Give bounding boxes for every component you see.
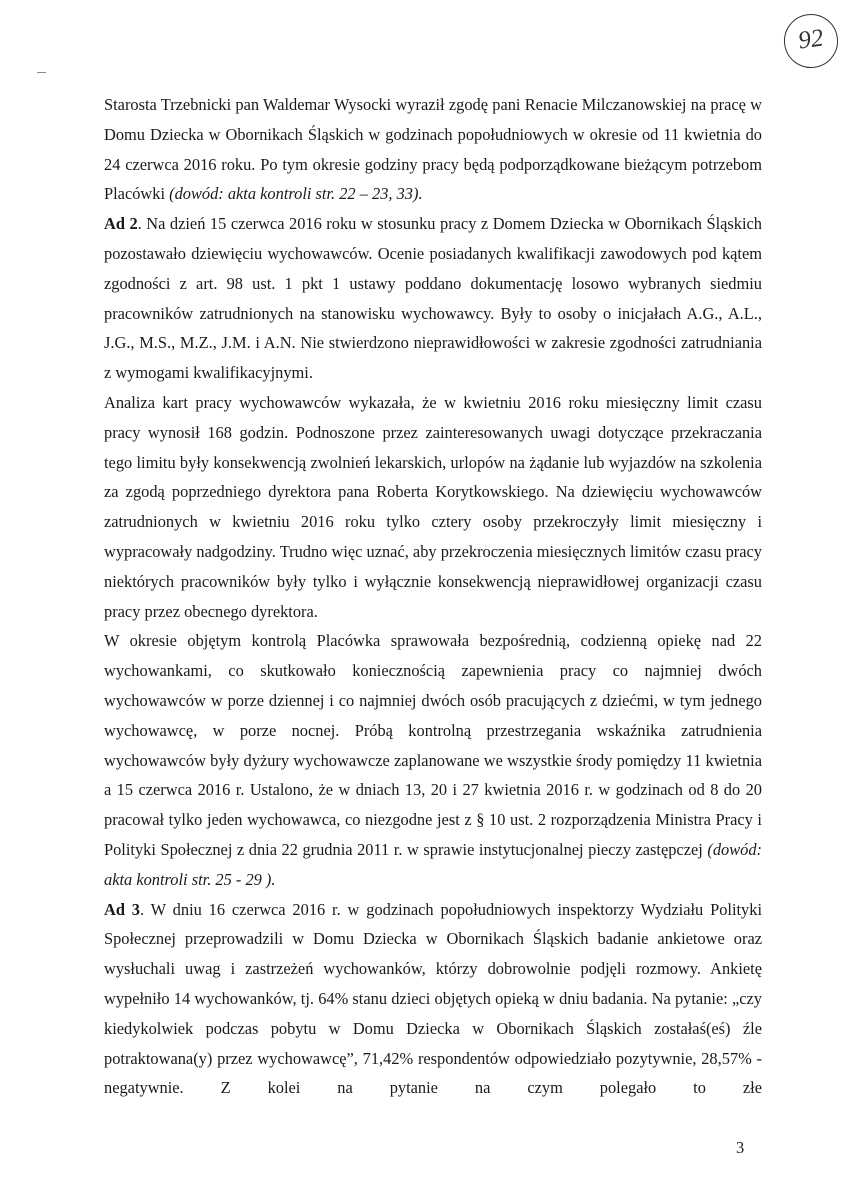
evidence-citation: (dowód: akta kontroli str. 22 – 23, 33). xyxy=(169,184,423,204)
paragraph-3: Analiza kart pracy wychowawców wykazała, że w kwietniu 2016 roku miesięczny limit czasu pracy wynosił 168 godzin. Podnoszone przez zainteresowanych uwagi dotyczące przekraczania tego limitu były konsekwencją zwolnień lekarskich, urlopów na żądanie lub wyjazdów na szkolenia za zgodą poprzedniego dyrektora pana Roberta Korytkowskiego. Na dziewięciu wychowawców zatrudnionych w kwietniu 2016 roku tylko cztery osoby przekroczyły limit miesięczny i wypracowały nadgodziny. Trudno więc uznać, aby przekroczenia miesięcznych limitów czasu pracy niektórych pracowników były tylko i wyłącznie konsekwencją nieprawidłowej organizacji czasu pracy przez obecnego dyrektora. xyxy=(104,392,762,621)
section-heading: Ad 3 xyxy=(104,899,140,919)
page-stamp: 92 xyxy=(781,11,842,72)
paragraph-1: Starosta Trzebnicki pan Waldemar Wysocki wyraził zgodę pani Renacie Milczanowskiej na pracę w Domu Dziecka w Obornikach Śląskich w godzinach popołudniowych w okresie od 11 kwietnia do 24 czerwca 2016 roku. Po tym okresie godziny pracy będą podporządkowane bieżącym potrzebom Placówki (dowód: akta kontroli str. 22 – 23, 33). xyxy=(104,95,762,204)
evidence-citation: (dowód: akta kontroli str. 25 - 29 ). xyxy=(104,839,762,889)
paragraph-4: W okresie objętym kontrolą Placówka sprawowała bezpośrednią, codzienną opiekę nad 22 wychowankami, co skutkowało koniecznością zapewnienia pracy co najmniej dwóch wychowawców w porze dziennej i co najmniej dwóch osób pracujących z dziećmi, w tym jednego wychowawcę, w porze nocnej. Próbą kontrolną przestrzegania wskaźnika zatrudnienia wychowawców były dyżury wychowawcze zaplanowane we wszystkie środy pomiędzy 11 kwietnia a 15 czerwca 2016 r. Ustalono, że w dniach 13, 20 i 27 kwietnia 2016 r. w godzinach od 8 do 20 pracował tylko jeden wychowawca, co niezgodne jest z § 10 ust. 2 rozporządzenia Ministra Pracy i Polityki Społecznej z dnia 22 grudnia 2011 r. w sprawie instytucjonalnej pieczy zastępczej (dowód: akta kontroli str. 25 - 29 ). xyxy=(104,631,762,889)
margin-mark xyxy=(37,72,46,73)
paragraph-2: Ad 2. Na dzień 15 czerwca 2016 roku w stosunku pracy z Domem Dziecka w Obornikach Śląskich pozostawało dziewięciu wychowawców. Ocenie posiadanych kwalifikacji zawodowych pod kątem zgodności z art. 98 ust. 1 pkt 1 ustawy poddano dokumentację losowo wybranych siedmiu pracowników zatrudnionych na stanowisku wychowawcy. Były to osoby o inicjałach A.G., A.L., J.G., M.S., M.Z., J.M. i A.N. Nie stwierdzono nieprawidłowości w zakresie zgodności zatrudniania z wymogami kwalifikacyjnymi. xyxy=(104,214,762,383)
page-number: 3 xyxy=(736,1138,745,1157)
paragraph-5: Ad 3. W dniu 16 czerwca 2016 r. w godzinach popołudniowych inspektorzy Wydziału Polityki Społecznej przeprowadzili w Domu Dziecka w Obornikach Śląskich badanie ankietowe oraz wysłuchali uwag i zastrzeżeń wychowanków, którzy dobrowolnie podjęli rozmowy. Ankietę wypełniło 14 wychowanków, tj. 64% stanu dzieci objętych opieką w dniu badania. Na pytanie: „czy kiedykolwiek podczas pobytu w Domu Dziecka w Obornikach Śląskich zostałaś(eś) źle potraktowana(y) przez wychowawcę”, 71,42% respondentów odpowiedziało pozytywnie, 28,57% - negatywnie. Z kolei na pytanie na czym polegało to złe xyxy=(104,899,762,1098)
section-heading: Ad 2 xyxy=(104,214,138,234)
document-body xyxy=(104,90,762,1103)
